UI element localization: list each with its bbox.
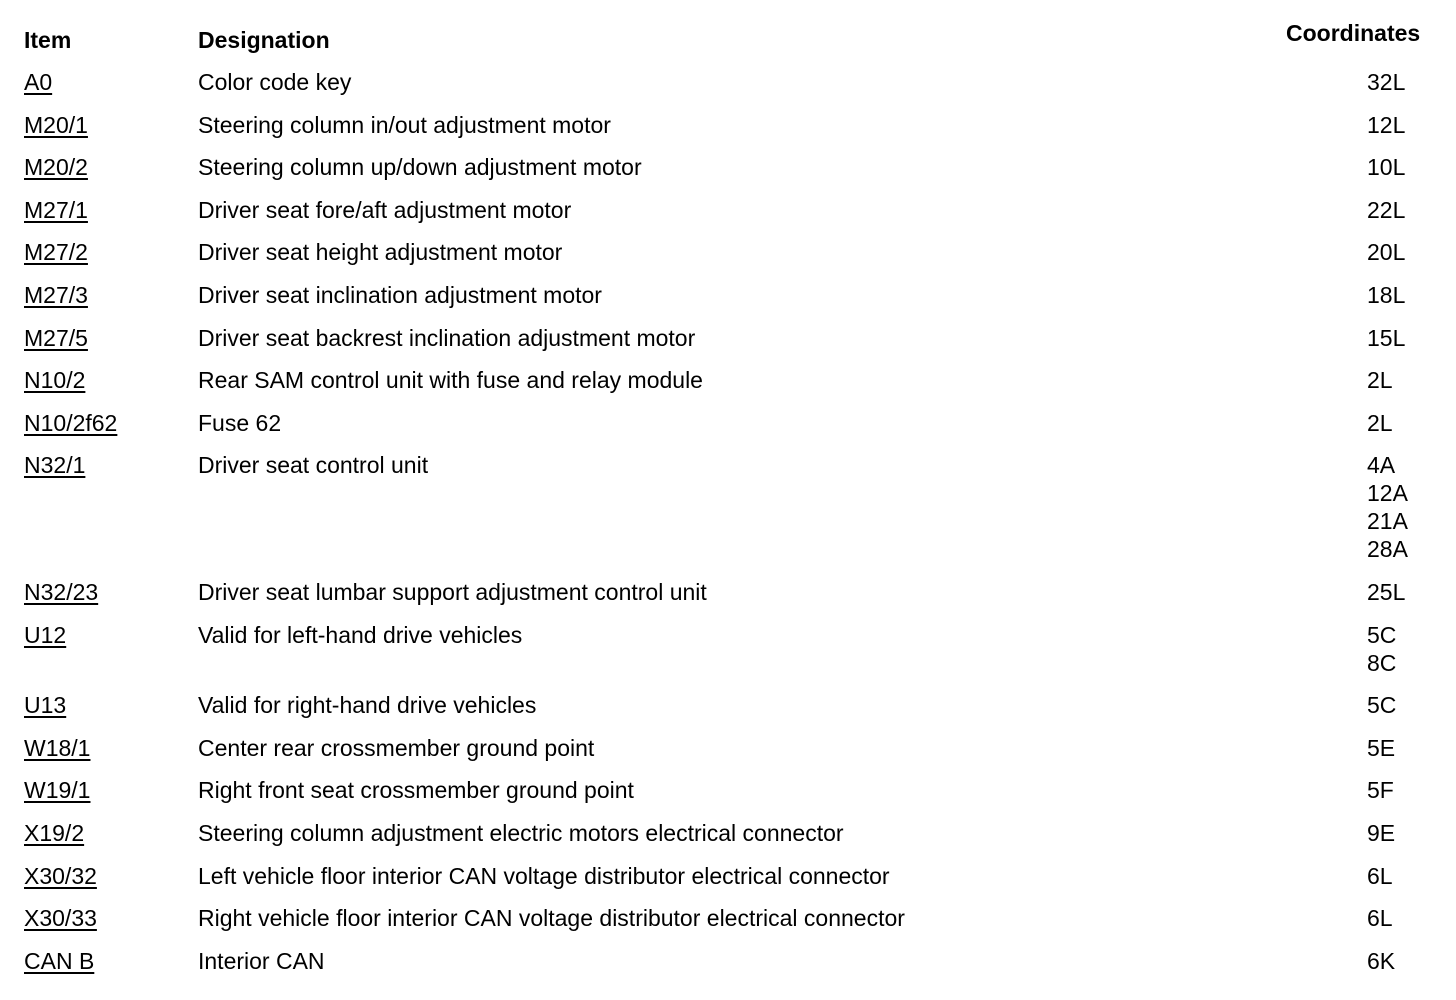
designation-text: Valid for left-hand drive vehicles [198,621,523,648]
designation-text: Driver seat fore/aft adjustment motor [198,196,572,223]
table-row [0,366,1456,409]
table-row [0,68,1456,111]
coordinate-value: 32L [1367,69,1406,95]
coordinates-cell [1367,238,1456,266]
item-link[interactable]: N32/23 [24,578,99,605]
coordinate-value: 9E [1367,819,1396,846]
table-row [0,281,1456,324]
designation-text: Rear SAM control unit with fuse and relay module [198,367,703,394]
designation-text: Right vehicle floor interior CAN voltage distributor electrical connector [198,905,905,932]
table-row [0,111,1456,154]
coordinates-cell [1367,68,1456,96]
item-link[interactable]: N32/1 [24,452,86,479]
coordinates-cell [1367,776,1456,804]
item-link[interactable]: W19/1 [24,777,91,804]
table-body [0,68,1456,989]
coordinate-value: 8C [1367,649,1397,676]
designation-text: Color code key [198,69,352,95]
table-row [0,324,1456,367]
item-link[interactable]: M27/2 [24,239,88,266]
coordinate-value: 20L [1367,239,1406,266]
designation-text: Center rear crossmember ground point [198,734,595,761]
coordinates-cell [1367,196,1456,224]
designation-text: Right front seat crossmember ground point [198,777,634,804]
coordinate-value: 6L [1367,862,1393,889]
table-row [0,238,1456,281]
table-row [0,578,1456,621]
table-row [0,947,1456,990]
table-row [0,819,1456,862]
coordinate-value: 5F [1367,777,1394,804]
coordinates-cell [1367,366,1456,394]
coordinate-value: 21A [1367,508,1408,535]
coordinate-value: 18L [1367,281,1406,308]
designation-text: Interior CAN [198,947,325,974]
item-link[interactable]: U13 [24,692,67,719]
item-link[interactable]: A0 [24,69,53,95]
table-row [0,776,1456,819]
coordinates-cell [1367,621,1456,677]
coordinates-cell [1367,578,1456,606]
coordinate-value: 22L [1367,196,1406,223]
designation-text: Fuse 62 [198,409,282,436]
coordinate-value: 5E [1367,734,1396,761]
coordinates-cell [1367,324,1456,352]
table-row [0,409,1456,452]
designation-text: Driver seat lumbar support adjustment control unit [198,578,707,605]
coordinate-value: 4A [1367,452,1396,479]
table-row [0,196,1456,239]
table-row [0,153,1456,196]
table-row [0,904,1456,947]
designation-text: Driver seat backrest inclination adjustment motor [198,324,696,351]
coordinates-cell [1367,409,1456,437]
coordinate-value: 5C [1367,692,1397,719]
item-link[interactable]: M27/5 [24,324,88,351]
designation-text: Driver seat control unit [198,452,429,479]
designation-text: Steering column in/out adjustment motor [198,111,611,138]
item-link[interactable]: X30/33 [24,905,97,932]
coordinates-cell [1367,734,1456,762]
designation-text: Driver seat inclination adjustment motor [198,281,602,308]
coordinates-cell [1367,819,1456,847]
coordinates-cell [1367,451,1456,563]
item-link[interactable]: X19/2 [24,819,85,846]
item-link[interactable]: W18/1 [24,734,91,761]
table-row [0,734,1456,777]
designation-text: Steering column up/down adjustment motor [198,154,642,181]
designation-text: Driver seat height adjustment motor [198,239,563,266]
coordinate-value: 6K [1367,947,1396,974]
coordinate-value: 25L [1367,578,1406,605]
coordinates-cell [1367,153,1456,181]
item-link[interactable]: M20/2 [24,154,88,181]
item-link[interactable]: X30/32 [24,862,97,889]
item-link[interactable]: CAN B [24,947,95,974]
coordinates-cell [1367,904,1456,932]
table-row [0,621,1456,692]
coordinate-value: 28A [1367,536,1408,563]
coordinate-value: 12L [1367,111,1406,138]
coordinate-value: 15L [1367,324,1406,351]
item-link[interactable]: M20/1 [24,111,88,138]
item-link[interactable]: N10/2 [24,367,86,394]
table-row [0,862,1456,905]
designation-text: Left vehicle floor interior CAN voltage distributor electrical connector [198,862,890,889]
coordinates-column-header: Coordinates [1286,20,1421,46]
coordinate-value: 10L [1367,154,1406,181]
designation-text: Valid for right-hand drive vehicles [198,692,537,719]
item-column-header: Item [24,27,72,53]
coordinate-value: 6L [1367,905,1393,932]
table-row [0,691,1456,734]
coordinate-value: 2L [1367,367,1393,394]
item-link[interactable]: N10/2f62 [24,409,118,436]
coordinates-cell [1367,862,1456,890]
coordinate-value: 5C [1367,621,1397,648]
item-link[interactable]: U12 [24,621,67,648]
item-link[interactable]: M27/3 [24,281,88,308]
coordinates-cell [1367,111,1456,139]
coordinates-cell [1367,281,1456,309]
coordinates-cell [1367,947,1456,975]
designation-text: Steering column adjustment electric motors electrical connector [198,819,844,846]
item-link[interactable]: M27/1 [24,196,88,223]
coordinate-value: 12A [1367,480,1408,507]
table-row [0,451,1456,578]
designation-column-header: Designation [198,27,330,53]
coordinates-cell [1367,691,1456,719]
coordinate-value: 2L [1367,409,1393,436]
